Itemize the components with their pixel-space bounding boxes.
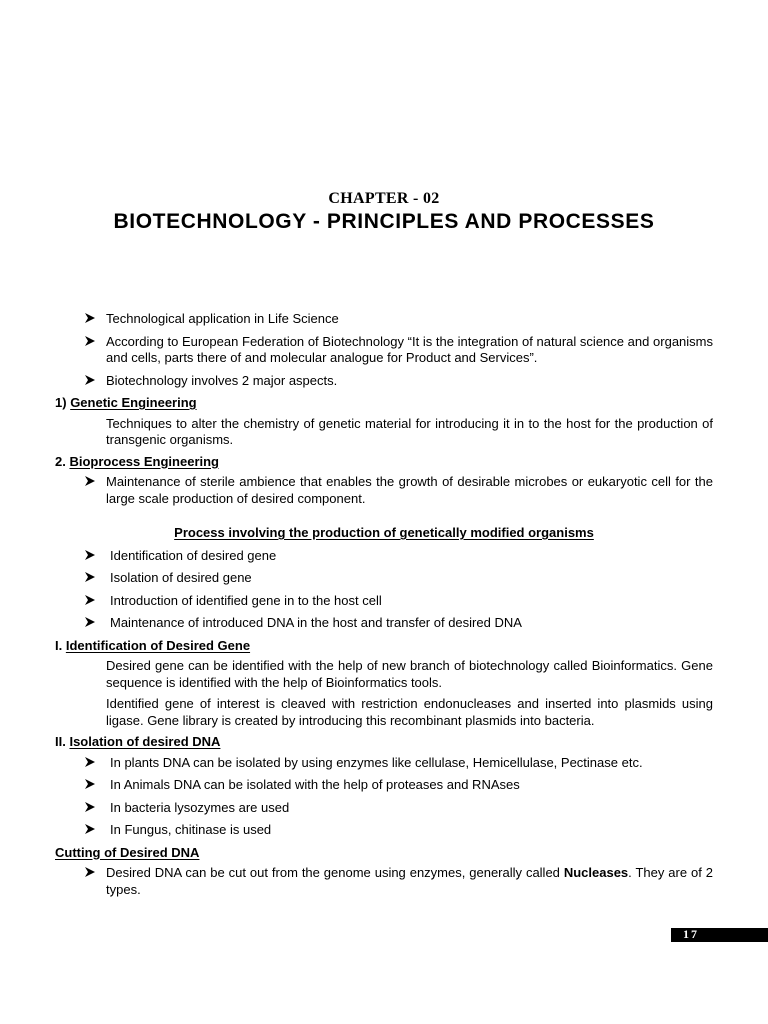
section-title: Cutting of Desired DNA xyxy=(55,844,200,860)
bullet-text: In Animals DNA can be isolated with the help of proteases and RNAses xyxy=(110,777,520,792)
arrowhead-bullet-icon xyxy=(84,801,96,813)
bullet-item xyxy=(55,777,713,794)
bullet-text: In Fungus, chitinase is used xyxy=(110,822,272,837)
arrowhead-bullet-icon xyxy=(84,594,96,606)
chapter-label: CHAPTER - 02 xyxy=(328,190,440,207)
section-number: II. xyxy=(55,734,66,749)
bullet-item xyxy=(55,800,713,817)
bullet-text: Maintenance of sterile ambience that enables the growth of desirable microbes or eukaryotic cell for the large scale production of desired component. xyxy=(106,474,713,506)
bullet-text: Maintenance of introduced DNA in the host and transfer of desired DNA xyxy=(110,615,522,630)
bullet-text: Biotechnology involves 2 major aspects. xyxy=(106,372,338,388)
arrowhead-bullet-icon xyxy=(84,823,96,835)
section-number: 2. xyxy=(55,453,66,469)
page-content xyxy=(55,311,713,904)
page-number: 17 xyxy=(683,927,699,941)
section-number: I. xyxy=(55,637,63,653)
section-heading xyxy=(55,638,713,655)
bullet-text xyxy=(106,865,713,897)
section-heading xyxy=(55,845,713,862)
section-heading xyxy=(55,454,713,471)
arrowhead-bullet-icon xyxy=(84,475,96,487)
bullet-item xyxy=(55,593,713,610)
bullet-text-part: Desired DNA can be cut out from the genome using enzymes, generally called xyxy=(106,865,564,880)
bullet-text: Introduction of identified gene in to the host cell xyxy=(110,592,382,608)
arrowhead-bullet-icon xyxy=(84,756,96,768)
bullet-text: According to European Federation of Biotechnology “It is the integration of natural science and organisms and cells, parts there of and molecular analogue for Product and Services”. xyxy=(106,333,713,365)
paragraph: Identified gene of interest is cleaved with restriction endonucleases and inserted into plasmids using ligase. Gene library is created by introducing this recombinant plasmids into bacteria. xyxy=(106,696,713,728)
section-title: Bioprocess Engineering xyxy=(69,453,220,469)
bullet-item xyxy=(55,755,713,772)
bullet-text: Technological application in Life Science xyxy=(106,311,339,326)
section-title: Genetic Engineering xyxy=(70,395,197,410)
bullet-text: In bacteria lysozymes are used xyxy=(110,799,290,815)
bullet-item xyxy=(55,615,713,632)
bullet-text: In plants DNA can be isolated by using enzymes like cellulase, Hemicellulase, Pectinase etc. xyxy=(110,754,643,770)
paragraph: Techniques to alter the chemistry of genetic material for introducing it in to the host for the production of transgenic organisms. xyxy=(106,415,713,447)
bullet-item xyxy=(55,474,713,507)
bullet-text-part: . They are of 2 types. xyxy=(106,865,714,897)
section-number: 1) xyxy=(55,395,67,410)
bullet-item xyxy=(55,334,713,367)
bullet-item xyxy=(55,865,713,898)
arrowhead-bullet-icon xyxy=(84,549,96,561)
bullet-item xyxy=(55,570,713,587)
arrowhead-bullet-icon xyxy=(84,571,96,583)
arrowhead-bullet-icon xyxy=(84,866,96,878)
bullet-text: Isolation of desired gene xyxy=(110,570,252,585)
arrowhead-bullet-icon xyxy=(84,312,96,324)
bullet-item xyxy=(55,373,713,390)
paragraph: Desired gene can be identified with the help of new branch of biotechnology called Bioinformatics. Gene sequence is identified with the help of Bioinformatics tools. xyxy=(106,658,713,690)
section-heading xyxy=(55,734,713,751)
bullet-text: Identification of desired gene xyxy=(110,547,277,563)
bullet-item xyxy=(55,822,713,839)
bullet-item xyxy=(55,548,713,565)
process-heading: Process involving the production of genetically modified organisms xyxy=(174,525,594,540)
section-title: Identification of Desired Gene xyxy=(65,637,251,653)
chapter-title: BIOTECHNOLOGY - PRINCIPLES AND PROCESSES xyxy=(113,210,655,233)
arrowhead-bullet-icon xyxy=(84,335,96,347)
section-heading xyxy=(55,395,713,412)
bold-term: Nucleases xyxy=(563,865,629,880)
arrowhead-bullet-icon xyxy=(84,616,96,628)
section-title: Isolation of desired DNA xyxy=(69,734,221,749)
bullet-item xyxy=(55,311,713,328)
arrowhead-bullet-icon xyxy=(84,374,96,386)
arrowhead-bullet-icon xyxy=(84,778,96,790)
